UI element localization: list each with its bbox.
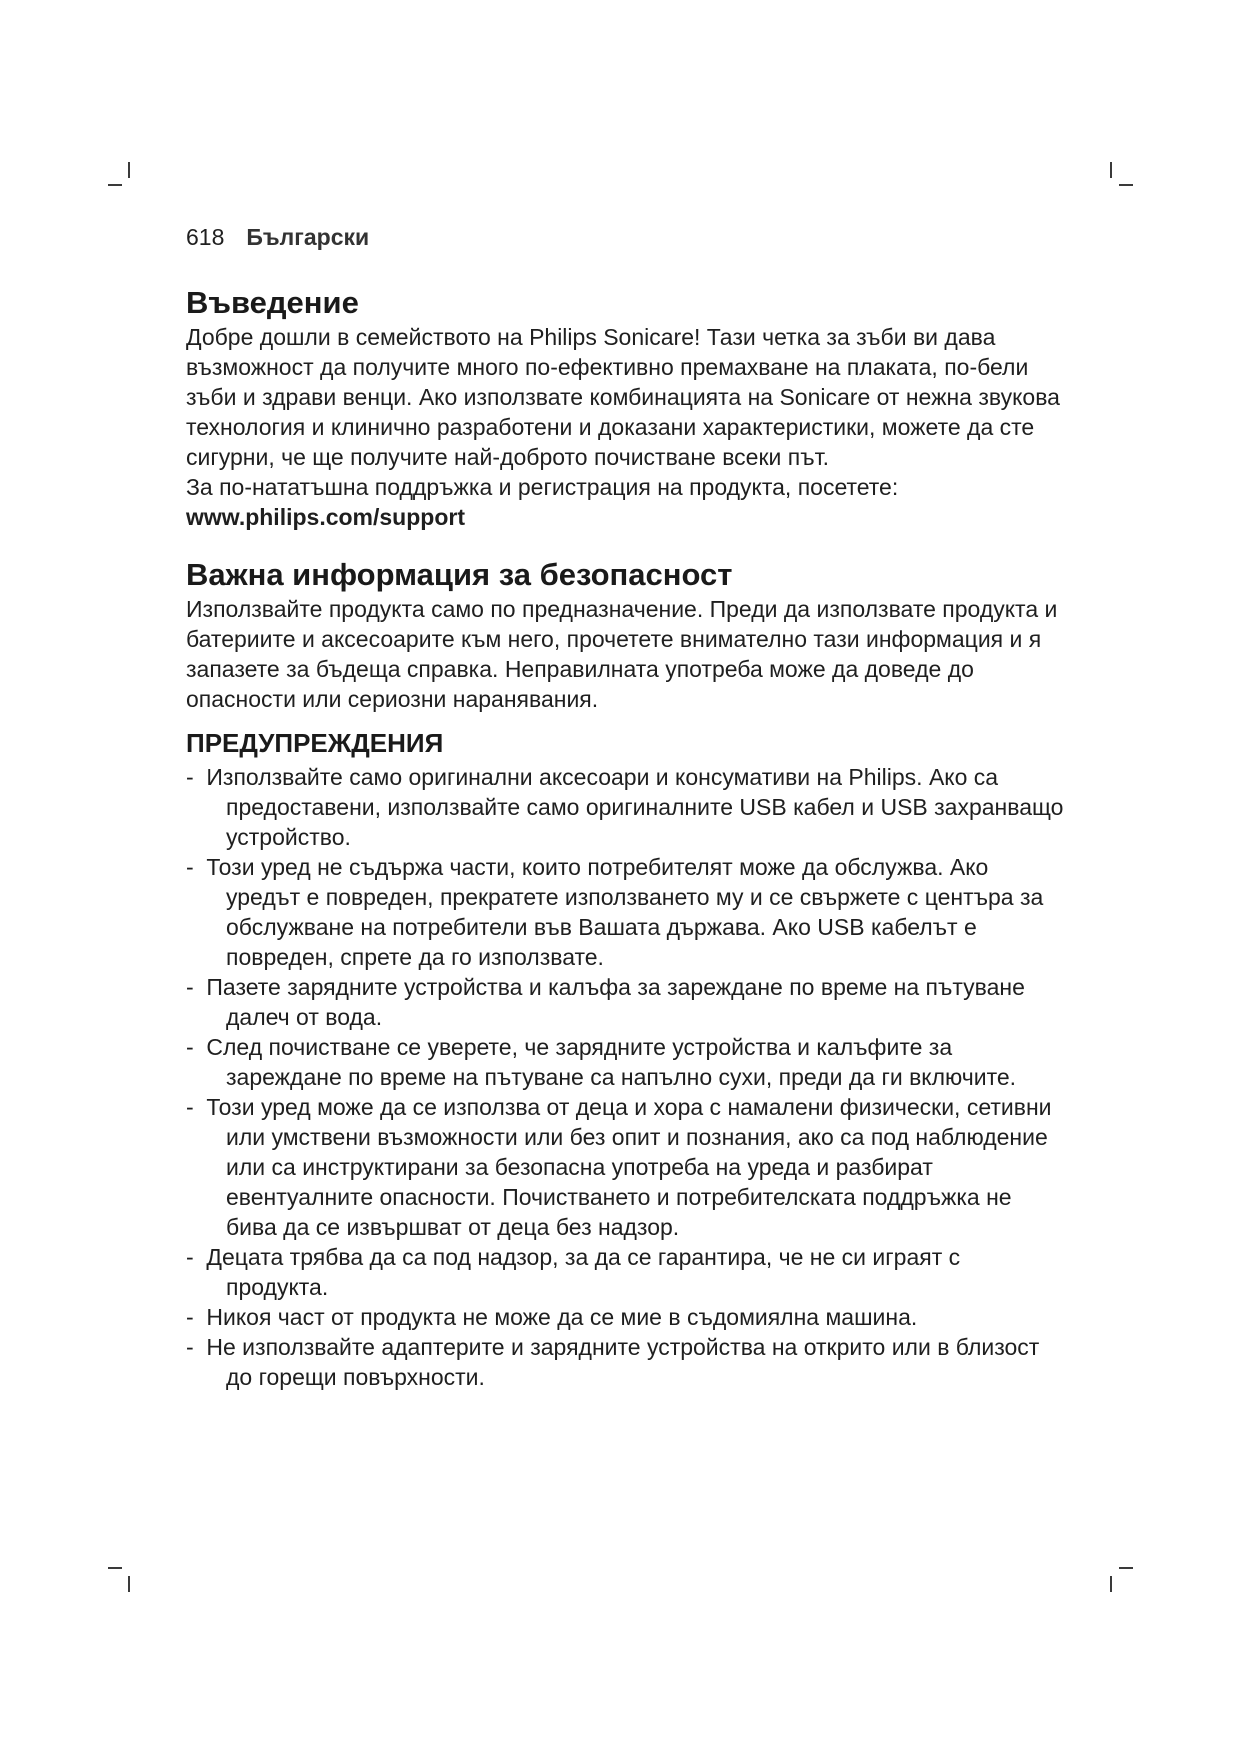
warning-item: - Този уред не съдържа части, които потребителят може да обслужва. Ако уредът е повреден, прекратете използването му и се свържете с центъра за обслужване на потребители във Вашата държава. Ако USB кабелът е повреден, спрете да го използвате. — [186, 854, 1044, 970]
warning-item: - Децата трябва да са под надзор, за да се гарантира, че не си играят с продукта. — [186, 1244, 961, 1300]
safety-paragraph: Използвайте продукта само по предназначение. Преди да използвате продукта и батериите и аксесоарите към него, прочетете внимателно тази информация и я запазете за бъдеща справка. Неправилната употреба може да доведе до опасности или сериозни наранявания. — [186, 596, 1058, 712]
warnings-list — [186, 762, 1066, 1392]
crop-mark-bottom-left-v — [128, 1576, 130, 1592]
page-content — [186, 222, 1066, 1392]
language-label: Български — [246, 224, 370, 250]
warning-item: - Използвайте само оригинални аксесоари и консумативи на Philips. Ако са предоставени, използвайте само оригиналните USB кабел и USB захранващо устройство. — [186, 764, 1064, 850]
support-paragraph: За по-нататъшна поддръжка и регистрация на продукта, посетете: — [186, 474, 899, 500]
intro-paragraph: Добре дошли в семейството на Philips Sonicare! Тази четка за зъби ви дава възможност да получите много по-ефективно премахване на плаката, по-бели зъби и здрави венци. Ако използвате комбинацията на Sonicare от нежна звукова технология и клинично разработени и доказани характеристики, можете да сте сигурни, че ще получите най-доброто почистване всеки път. — [186, 324, 1060, 470]
page-header — [186, 222, 1066, 252]
crop-mark-top-left-v — [128, 162, 130, 178]
warning-item: - Пазете зарядните устройства и калъфа за зареждане по време на пътуване далеч от вода. — [186, 974, 1025, 1030]
crop-mark-top-left-h — [108, 184, 122, 186]
crop-mark-top-right-h — [1119, 184, 1133, 186]
crop-mark-bottom-right-h — [1119, 1567, 1133, 1569]
warning-item: - Никоя част от продукта не може да се мие в съдомиялна машина. — [186, 1304, 918, 1330]
intro-heading: Въведение — [186, 285, 359, 320]
warning-item: - Не използвайте адаптерите и зарядните устройства на открито или в близост до горещи повърхности. — [186, 1334, 1040, 1390]
crop-mark-top-right-v — [1110, 162, 1112, 178]
support-link[interactable]: www.philips.com/support — [186, 504, 465, 530]
warning-item: - След почистване се уверете, че зарядните устройства и калъфите за зареждане по време на пътуване са напълно сухи, преди да ги включите. — [186, 1034, 1017, 1090]
safety-heading: Важна информация за безопасност — [186, 557, 733, 592]
warnings-heading: ПРЕДУПРЕЖДЕНИЯ — [186, 728, 444, 758]
page-number: 618 — [186, 224, 225, 250]
crop-mark-bottom-right-v — [1110, 1576, 1112, 1592]
crop-mark-bottom-left-h — [108, 1567, 122, 1569]
warning-item: - Този уред може да се използва от деца и хора с намалени физически, сетивни или умствени възможности или без опит и познания, ако са под наблюдение или са инструктирани за безопасна употреба на уреда и разбират евентуалните опасности. Почистването и потребителската поддръжка не бива да се извършват от деца без надзор. — [186, 1094, 1052, 1240]
